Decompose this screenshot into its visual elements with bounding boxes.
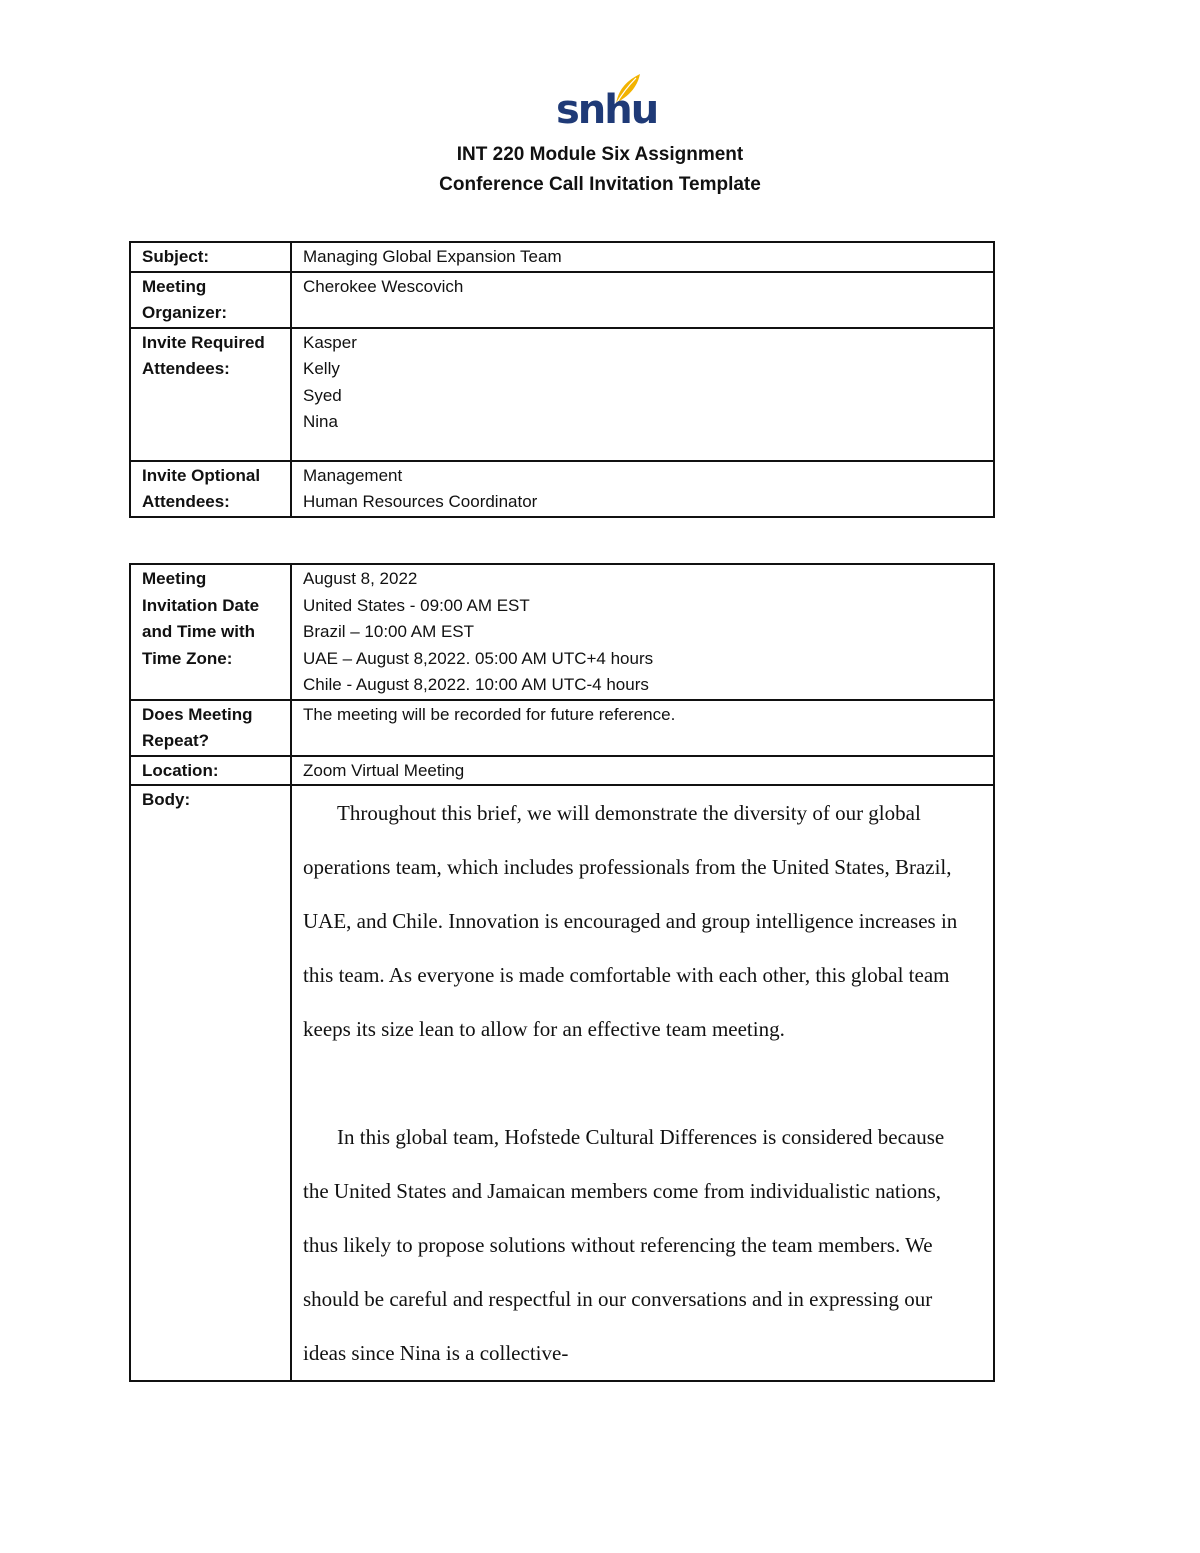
label-line: Invite Optional (142, 465, 261, 485)
body-value (291, 785, 994, 1381)
attendee: Kelly (303, 359, 340, 378)
label-line: Invitation Date (142, 595, 260, 615)
label-line: Attendees: (142, 359, 230, 378)
label-line: Invite Required (142, 332, 265, 352)
document-title: INT 220 Module Six Assignment (456, 144, 744, 165)
attendee: Nina (303, 412, 338, 431)
meeting-details-table (129, 563, 995, 1382)
required-attendees-value (291, 328, 994, 461)
document-subtitle: Conference Call Invitation Template (439, 174, 761, 195)
label-line: Repeat? (142, 731, 210, 750)
organizer-value: Cherokee Wescovich (291, 272, 994, 328)
table-row (130, 564, 994, 700)
datetime-value (291, 564, 994, 700)
table-row (130, 785, 994, 1381)
attendee: Syed (303, 385, 342, 405)
optional-attendees-value (291, 461, 994, 517)
label-line: Organizer: (142, 303, 228, 322)
required-attendees-label (130, 328, 291, 461)
location-value: Zoom Virtual Meeting (291, 756, 994, 786)
datetime-line: August 8, 2022 (303, 569, 418, 588)
logo-text: snhu (556, 87, 658, 133)
table-row (130, 756, 994, 786)
label-line: and Time with (142, 622, 256, 641)
table-row (130, 242, 994, 272)
snhu-logo (556, 72, 658, 134)
body-label: Body: (130, 785, 291, 1381)
optional-attendees-label (130, 461, 291, 517)
attendee: Management (303, 465, 403, 485)
label-line: Meeting (142, 276, 207, 296)
attendee: Human Resources Coordinator (303, 492, 538, 511)
body-paragraph: In this global team, Hofstede Cultural Differences is considered because the United States and Jamaican members come from individualistic nations, thus likely to propose solutions without referencing the team members. We should be careful and respectful in our conversations and in expressing our ideas since Nina is a collective- (303, 1125, 945, 1365)
table-row (130, 461, 994, 517)
label-line: Does Meeting (142, 704, 253, 724)
subject-value: Managing Global Expansion Team (291, 242, 994, 272)
datetime-line: Chile - August 8,2022. 10:00 AM UTC-4 hours (303, 675, 649, 694)
label-line: Time Zone: (142, 648, 233, 668)
datetime-line: Brazil – 10:00 AM EST (303, 622, 475, 641)
datetime-line: UAE – August 8,2022. 05:00 AM UTC+4 hours (303, 648, 654, 668)
repeat-label (130, 700, 291, 756)
datetime-line: United States - 09:00 AM EST (303, 595, 530, 615)
label-line: Meeting (142, 569, 207, 588)
body-paragraph: Throughout this brief, we will demonstrate the diversity of our global operations team, which includes professionals from the United States, Brazil, UAE, and Chile. Innovation is encouraged and group intelligence increases in this team. As everyone is made comfortable with each other, this global team keeps its size lean to allow for an effective team meeting. (303, 801, 958, 1041)
table-row (130, 272, 994, 328)
subject-label: Subject: (130, 242, 291, 272)
attendee: Kasper (303, 332, 357, 352)
label-line: Attendees: (142, 492, 230, 511)
datetime-label (130, 564, 291, 700)
attendees-table (129, 241, 995, 518)
location-label: Location: (130, 756, 291, 786)
organizer-label (130, 272, 291, 328)
table-row (130, 328, 994, 461)
repeat-value: The meeting will be recorded for future reference. (291, 700, 994, 756)
table-row (130, 700, 994, 756)
